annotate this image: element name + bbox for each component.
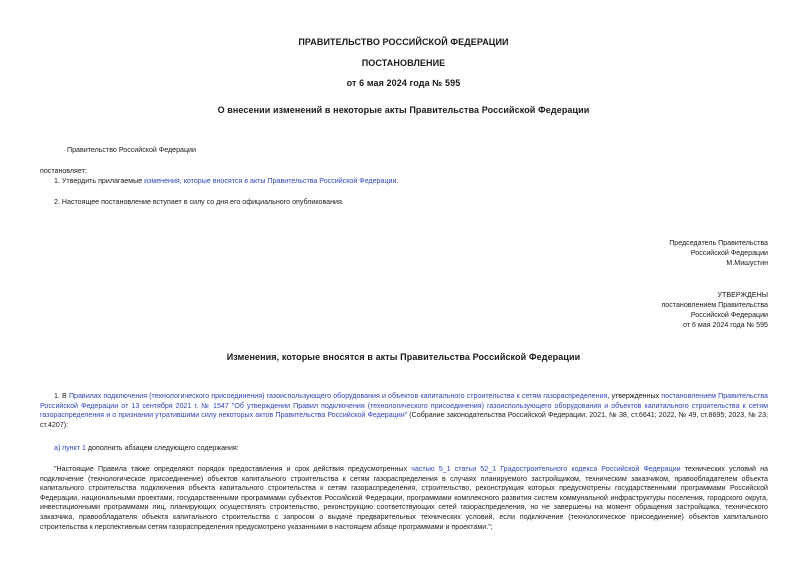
changes-link[interactable]: изменения, которые вносятся в акты Правительства Российской Федерации: [144, 177, 397, 185]
decree-link[interactable]: постановлением Правительства Российской Федерации от 13 сентября 2021 г. № 1547 "Об утверждении Правил подключения (технологического присоединения) газоиспользующего оборудования и объектов капитального строительства к сетям газораспределения и о признании утратившими силу некоторых актов Правительства Российской Федерации": [40, 392, 769, 420]
preamble-resolves: постановляет:: [40, 167, 87, 175]
quote-start: "Настоящие Правила также определяют порядок предоставления и срок действия предусмотренных: [54, 465, 412, 473]
clause-1-link[interactable]: а) пункт 1: [54, 444, 86, 452]
sub-item-a-text: дополнить абзацем следующего содержания:: [85, 444, 239, 452]
preamble-government: Правительство Российской Федерации: [67, 146, 196, 154]
approval-line-3: Российской Федерации: [690, 311, 768, 319]
changes-title: Изменения, которые вносятся в акты Правительства Российской Федерации: [226, 352, 581, 362]
item-1-prefix: 1. Утвердить прилагаемые: [54, 177, 145, 185]
quoted-paragraph: [40, 465, 768, 532]
paragraph-1-tail: (Собрание законодательства Российской Федерации, 2021, № 38, ст.6641; 2022, № 49, ст.8695; 2023, № 23, ст.4207):: [40, 411, 768, 429]
paragraph-1-mid: , утвержденных: [607, 392, 662, 400]
signature-position-1: Председатель Правительства: [669, 239, 768, 247]
paragraph-1: [40, 392, 768, 430]
document-date-number: от 6 мая 2024 года № 595: [346, 78, 461, 88]
document-title: О внесении изменений в некоторые акты Правительства Российской Федерации: [217, 105, 590, 115]
item-1: [54, 176, 398, 186]
urban-code-link[interactable]: частью 5_1 статьи 52_1 Градостроительного кодекса Российской Федерации: [411, 465, 681, 473]
approval-line-1: УТВЕРЖДЕНЫ: [717, 291, 768, 299]
approval-line-4: от 6 мая 2024 года № 595: [682, 321, 768, 329]
signature-name: М.Мишустин: [726, 259, 768, 267]
rules-link[interactable]: Правилах подключения (технологического присоединения) газоиспользующего оборудования и объектов капитального строительства к сетям газораспределения: [68, 392, 608, 400]
document-type: ПОСТАНОВЛЕНИЕ: [361, 58, 446, 68]
approval-line-2: постановлением Правительства: [661, 301, 768, 309]
paragraph-1-number: 1. В: [54, 392, 69, 400]
item-2: 2. Настоящее постановление вступает в силу со дня его официального опубликования.: [54, 198, 344, 206]
sub-item-a: [54, 443, 239, 453]
item-1-suffix: .: [396, 177, 399, 185]
quote-rest: технических условий на подключение (технологическое присоединение) объектов капитального строительства к сетям газораспределения в случаях планируемого застройщиком, техническим заказчиком, правообладателем объекта капитального строительства подключения объекта капитального строительства к сетям газораспределения, строительство, реконструкция которых предусмотрены государственными программами Российской Федерации, национальными проектами, государственными программами субъектов Российской Федерации, программами комплексного развития систем коммунальной инфраструктуры поселения, городского округа, инвестиционными программами лиц, планирующих осуществлять строительство, реконструкцию соответствующих сетей газораспределения, но не завершены на момент обращения застройщика, технического заказчика, правообладателя объекта капитального строительства с запросом о выдаче предварительных технических условий, если подключение (технологическое присоединение) объектов капитального строительства к перспективным сетям газораспределения предусмотрено указанными в настоящем абзаце программами и проектами.";: [40, 465, 768, 531]
signature-position-2: Российской Федерации: [690, 249, 768, 257]
government-heading: ПРАВИТЕЛЬСТВО РОССИЙСКОЙ ФЕДЕРАЦИИ: [298, 37, 509, 47]
